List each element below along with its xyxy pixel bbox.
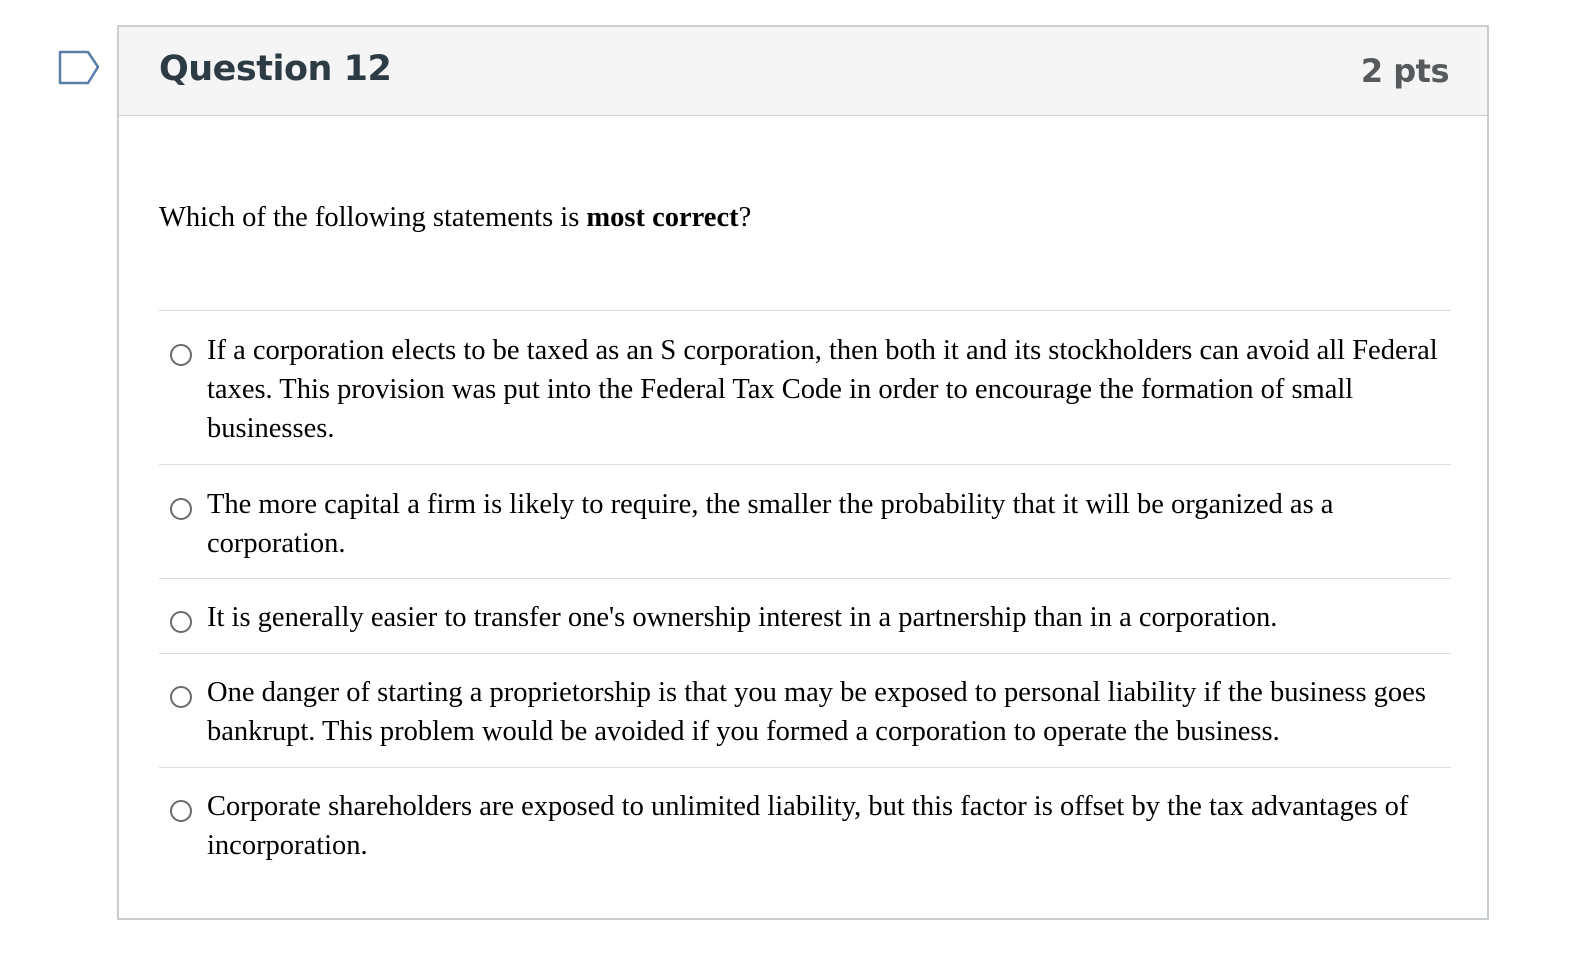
- answer-option[interactable]: [159, 464, 1451, 578]
- flag-question-icon[interactable]: [58, 50, 102, 86]
- question-prompt: [159, 202, 751, 234]
- question-card: [117, 25, 1489, 920]
- answer-option[interactable]: [159, 310, 1451, 464]
- question-prompt-text: Which of the following statements is: [159, 202, 587, 233]
- radio-button[interactable]: [170, 344, 192, 366]
- answer-label: The more capital a firm is likely to require, the smaller the probability that it will be organized as a corporation.: [207, 489, 1334, 559]
- radio-button[interactable]: [170, 686, 192, 708]
- answer-label: Corporate shareholders are exposed to unlimited liability, but this factor is offset by the tax advantages of incorporation.: [207, 791, 1409, 861]
- answer-option[interactable]: [159, 653, 1451, 767]
- radio-button[interactable]: [170, 611, 192, 633]
- question-title: Question 12: [159, 49, 392, 89]
- radio-button[interactable]: [170, 800, 192, 822]
- question-prompt-emphasis: most correct: [586, 202, 739, 233]
- radio-button[interactable]: [170, 498, 192, 520]
- question-points: 2 pts: [1360, 52, 1449, 90]
- question-header: [119, 27, 1487, 116]
- answer-label: One danger of starting a proprietorship is that you may be exposed to personal liability if the business goes bankrupt. This problem would be avoided if you formed a corporation to operate the business.: [207, 677, 1426, 747]
- answer-option[interactable]: [159, 767, 1451, 887]
- answer-list: [159, 310, 1451, 887]
- answer-label: If a corporation elects to be taxed as an S corporation, then both it and its stockholders can avoid all Federal taxes. This provision was put into the Federal Tax Code in order to encourage the formation of small businesses.: [207, 335, 1438, 444]
- answer-label: It is generally easier to transfer one's ownership interest in a partnership than in a corporation.: [207, 602, 1278, 633]
- question-prompt-end: ?: [738, 202, 752, 233]
- answer-option[interactable]: [159, 578, 1451, 653]
